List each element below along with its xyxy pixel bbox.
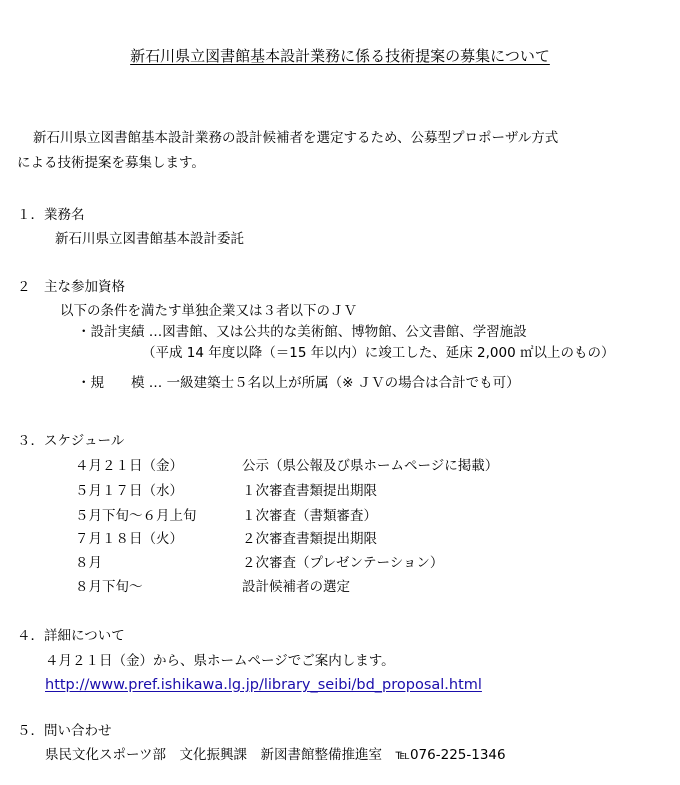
schedule-date: ７月１８日（火） — [75, 531, 183, 547]
qualification-item-record-note: （平成 14 年度以降（＝15 年以内）に竣工した、延床 2,000 ㎡以上のもの） — [142, 345, 615, 361]
page-title: 新石川県立図書館基本設計業務に係る技術提案の募集について — [130, 47, 550, 65]
schedule-date: ５月下旬～６月上旬 — [75, 508, 197, 524]
schedule-event: ２次審査（プレゼンテーション） — [242, 555, 444, 571]
section-3-heading: ３．スケジュール — [17, 433, 125, 449]
qualification-intro: 以下の条件を満たす単独企業又は３者以下のＪＶ — [60, 303, 357, 319]
project-name: 新石川県立図書館基本設計委託 — [55, 231, 244, 247]
schedule-event: ２次審査書類提出期限 — [242, 531, 377, 547]
intro-line-2: による技術提案を募集します。 — [17, 155, 205, 171]
section-1-heading: １．業務名 — [17, 207, 85, 223]
schedule-date: ４月２１日（金） — [75, 458, 183, 474]
schedule-event: 設計候補者の選定 — [242, 579, 350, 595]
schedule-date: ８月 — [75, 555, 102, 571]
proposal-page-link[interactable]: http://www.pref.ishikawa.lg.jp/library_seibi/bd_proposal.html — [45, 677, 482, 693]
details-text: ４月２１日（金）から、県ホームページでご案内します。 — [45, 653, 395, 669]
intro-line-1: 新石川県立図書館基本設計業務の設計候補者を選定するため、公募型プロポーザル方式 — [33, 130, 559, 146]
contact-info: 県民文化スポーツ部 文化振興課 新図書館整備推進室 ℡076-225-1346 — [45, 747, 506, 763]
schedule-date: ５月１７日（水） — [75, 483, 183, 499]
schedule-event: １次審査（書類審査） — [242, 508, 377, 524]
section-2-heading: ２ 主な参加資格 — [17, 279, 125, 295]
section-5-heading: ５．問い合わせ — [17, 723, 112, 739]
qualification-item-scale: ・規 模 … 一級建築士５名以上が所属（※ ＪＶの場合は合計でも可） — [77, 375, 520, 391]
schedule-event: １次審査書類提出期限 — [242, 483, 377, 499]
schedule-event: 公示（県公報及び県ホームページに掲載） — [242, 458, 499, 474]
qualification-item-record: ・設計実績 …図書館、又は公共的な美術館、博物館、公文書館、学習施設 — [77, 324, 527, 340]
schedule-date: ８月下旬～ — [75, 579, 143, 595]
section-4-heading: ４．詳細について — [17, 628, 125, 644]
